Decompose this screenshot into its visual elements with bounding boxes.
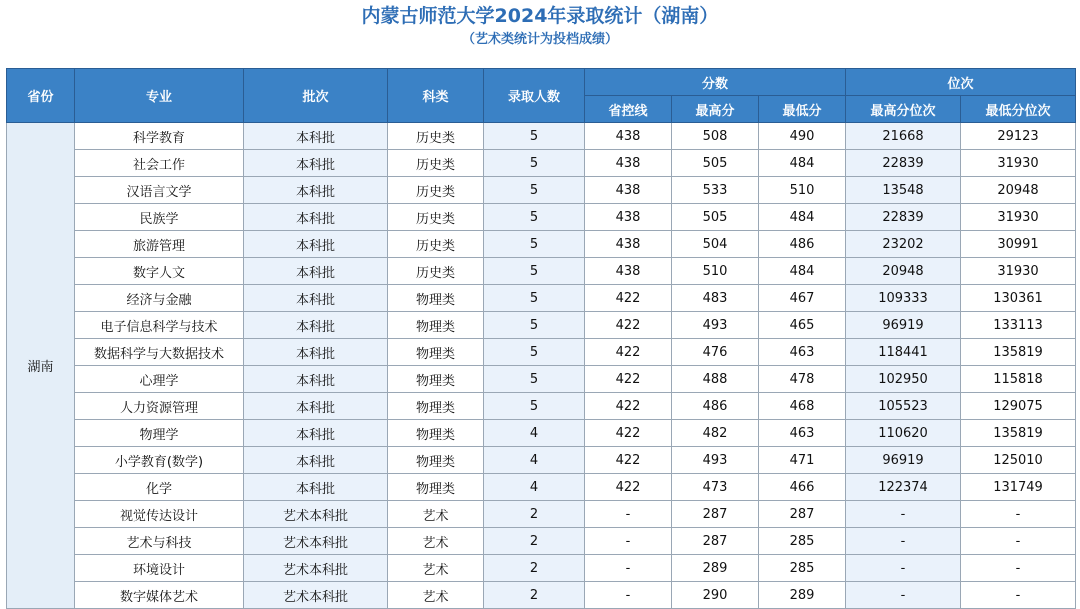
max-score-cell: 486 <box>672 393 759 420</box>
major-cell: 数据科学与大数据技术 <box>75 339 244 366</box>
table-row <box>7 312 1076 339</box>
major-cell: 物理学 <box>75 420 244 447</box>
table-row <box>7 393 1076 420</box>
control-line-cell: 438 <box>585 150 672 177</box>
major-cell: 经济与金融 <box>75 285 244 312</box>
max-score-cell: 287 <box>672 501 759 528</box>
min-rank-cell: 129075 <box>961 393 1076 420</box>
min-score-cell: 471 <box>759 447 846 474</box>
control-line-cell: 438 <box>585 231 672 258</box>
min-rank-cell: 30991 <box>961 231 1076 258</box>
control-line-cell: 422 <box>585 474 672 501</box>
header-rank-group: 位次 <box>846 69 1076 96</box>
control-line-cell: - <box>585 501 672 528</box>
max-rank-cell: 96919 <box>846 312 961 339</box>
max-score-cell: 493 <box>672 312 759 339</box>
header-min-rank: 最低分位次 <box>961 96 1076 123</box>
max-score-cell: 476 <box>672 339 759 366</box>
max-rank-cell: 109333 <box>846 285 961 312</box>
min-rank-cell: 131749 <box>961 474 1076 501</box>
control-line-cell: 422 <box>585 393 672 420</box>
category-cell: 艺术 <box>388 582 484 609</box>
control-line-cell: 422 <box>585 339 672 366</box>
table-row <box>7 231 1076 258</box>
table-row <box>7 150 1076 177</box>
category-cell: 艺术 <box>388 555 484 582</box>
header-max-rank: 最高分位次 <box>846 96 961 123</box>
table-row <box>7 258 1076 285</box>
admitted-cell: 2 <box>484 555 585 582</box>
control-line-cell: 438 <box>585 204 672 231</box>
min-rank-cell: 29123 <box>961 123 1076 150</box>
min-rank-cell: - <box>961 582 1076 609</box>
min-score-cell: 486 <box>759 231 846 258</box>
min-rank-cell: 133113 <box>961 312 1076 339</box>
min-score-cell: 465 <box>759 312 846 339</box>
max-rank-cell: 110620 <box>846 420 961 447</box>
category-cell: 历史类 <box>388 123 484 150</box>
min-rank-cell: 31930 <box>961 204 1076 231</box>
min-rank-cell: 135819 <box>961 420 1076 447</box>
max-rank-cell: - <box>846 501 961 528</box>
batch-cell: 艺术本科批 <box>244 501 388 528</box>
max-score-cell: 473 <box>672 474 759 501</box>
control-line-cell: 438 <box>585 177 672 204</box>
major-cell: 数字媒体艺术 <box>75 582 244 609</box>
table-row <box>7 204 1076 231</box>
table-row <box>7 528 1076 555</box>
min-score-cell: 478 <box>759 366 846 393</box>
min-rank-cell: 31930 <box>961 150 1076 177</box>
major-cell: 数字人文 <box>75 258 244 285</box>
batch-cell: 本科批 <box>244 204 388 231</box>
table-row <box>7 285 1076 312</box>
min-rank-cell: 125010 <box>961 447 1076 474</box>
control-line-cell: - <box>585 555 672 582</box>
min-rank-cell: - <box>961 555 1076 582</box>
max-rank-cell: 22839 <box>846 204 961 231</box>
batch-cell: 本科批 <box>244 474 388 501</box>
max-score-cell: 505 <box>672 204 759 231</box>
category-cell: 物理类 <box>388 312 484 339</box>
major-cell: 艺术与科技 <box>75 528 244 555</box>
table-row <box>7 366 1076 393</box>
min-rank-cell: - <box>961 528 1076 555</box>
min-score-cell: 490 <box>759 123 846 150</box>
category-cell: 艺术 <box>388 501 484 528</box>
batch-cell: 本科批 <box>244 366 388 393</box>
control-line-cell: - <box>585 582 672 609</box>
category-cell: 艺术 <box>388 528 484 555</box>
batch-cell: 本科批 <box>244 258 388 285</box>
table-row <box>7 177 1076 204</box>
min-score-cell: 510 <box>759 177 846 204</box>
header-batch: 批次 <box>244 69 388 123</box>
category-cell: 历史类 <box>388 177 484 204</box>
batch-cell: 本科批 <box>244 420 388 447</box>
max-score-cell: 287 <box>672 528 759 555</box>
max-rank-cell: 21668 <box>846 123 961 150</box>
max-rank-cell: 22839 <box>846 150 961 177</box>
category-cell: 物理类 <box>388 447 484 474</box>
admitted-cell: 5 <box>484 339 585 366</box>
max-score-cell: 508 <box>672 123 759 150</box>
admitted-cell: 5 <box>484 150 585 177</box>
admitted-cell: 5 <box>484 312 585 339</box>
max-rank-cell: - <box>846 528 961 555</box>
min-score-cell: 287 <box>759 501 846 528</box>
table-row <box>7 474 1076 501</box>
admitted-cell: 5 <box>484 204 585 231</box>
major-cell: 社会工作 <box>75 150 244 177</box>
control-line-cell: 422 <box>585 312 672 339</box>
min-score-cell: 289 <box>759 582 846 609</box>
max-score-cell: 289 <box>672 555 759 582</box>
min-score-cell: 285 <box>759 528 846 555</box>
major-cell: 电子信息科学与技术 <box>75 312 244 339</box>
min-score-cell: 467 <box>759 285 846 312</box>
min-rank-cell: 130361 <box>961 285 1076 312</box>
control-line-cell: 438 <box>585 123 672 150</box>
admitted-cell: 5 <box>484 393 585 420</box>
max-score-cell: 504 <box>672 231 759 258</box>
control-line-cell: 438 <box>585 258 672 285</box>
min-rank-cell: 31930 <box>961 258 1076 285</box>
table-row <box>7 420 1076 447</box>
max-score-cell: 488 <box>672 366 759 393</box>
min-rank-cell: 20948 <box>961 177 1076 204</box>
major-cell: 化学 <box>75 474 244 501</box>
control-line-cell: - <box>585 528 672 555</box>
admitted-cell: 2 <box>484 501 585 528</box>
min-rank-cell: 115818 <box>961 366 1076 393</box>
header-score-group: 分数 <box>585 69 846 96</box>
admitted-cell: 4 <box>484 474 585 501</box>
max-score-cell: 505 <box>672 150 759 177</box>
admitted-cell: 2 <box>484 528 585 555</box>
min-rank-cell: 135819 <box>961 339 1076 366</box>
category-cell: 物理类 <box>388 393 484 420</box>
max-score-cell: 482 <box>672 420 759 447</box>
admitted-cell: 5 <box>484 366 585 393</box>
min-score-cell: 484 <box>759 258 846 285</box>
batch-cell: 本科批 <box>244 150 388 177</box>
category-cell: 历史类 <box>388 150 484 177</box>
category-cell: 历史类 <box>388 231 484 258</box>
min-score-cell: 484 <box>759 150 846 177</box>
min-score-cell: 484 <box>759 204 846 231</box>
major-cell: 人力资源管理 <box>75 393 244 420</box>
table-row <box>7 501 1076 528</box>
batch-cell: 艺术本科批 <box>244 528 388 555</box>
category-cell: 物理类 <box>388 339 484 366</box>
max-rank-cell: 96919 <box>846 447 961 474</box>
batch-cell: 本科批 <box>244 312 388 339</box>
max-rank-cell: 105523 <box>846 393 961 420</box>
max-rank-cell: 118441 <box>846 339 961 366</box>
admitted-cell: 4 <box>484 420 585 447</box>
major-cell: 环境设计 <box>75 555 244 582</box>
category-cell: 物理类 <box>388 420 484 447</box>
batch-cell: 本科批 <box>244 285 388 312</box>
batch-cell: 本科批 <box>244 339 388 366</box>
max-rank-cell: - <box>846 555 961 582</box>
header-province: 省份 <box>7 69 75 123</box>
category-cell: 物理类 <box>388 366 484 393</box>
control-line-cell: 422 <box>585 447 672 474</box>
min-score-cell: 285 <box>759 555 846 582</box>
category-cell: 历史类 <box>388 204 484 231</box>
max-rank-cell: 20948 <box>846 258 961 285</box>
batch-cell: 艺术本科批 <box>244 555 388 582</box>
admitted-cell: 5 <box>484 177 585 204</box>
province-cell: 湖南 <box>7 123 75 609</box>
max-rank-cell: 23202 <box>846 231 961 258</box>
header-major: 专业 <box>75 69 244 123</box>
admitted-cell: 2 <box>484 582 585 609</box>
admitted-cell: 5 <box>484 231 585 258</box>
admitted-cell: 4 <box>484 447 585 474</box>
batch-cell: 本科批 <box>244 123 388 150</box>
max-rank-cell: 13548 <box>846 177 961 204</box>
major-cell: 小学教育(数学) <box>75 447 244 474</box>
max-score-cell: 510 <box>672 258 759 285</box>
batch-cell: 艺术本科批 <box>244 582 388 609</box>
max-rank-cell: - <box>846 582 961 609</box>
max-score-cell: 483 <box>672 285 759 312</box>
batch-cell: 本科批 <box>244 393 388 420</box>
header-admitted: 录取人数 <box>484 69 585 123</box>
table-body <box>7 123 1076 609</box>
major-cell: 民族学 <box>75 204 244 231</box>
major-cell: 科学教育 <box>75 123 244 150</box>
category-cell: 物理类 <box>388 474 484 501</box>
min-score-cell: 463 <box>759 420 846 447</box>
major-cell: 心理学 <box>75 366 244 393</box>
header-category: 科类 <box>388 69 484 123</box>
max-score-cell: 533 <box>672 177 759 204</box>
min-score-cell: 466 <box>759 474 846 501</box>
table-row <box>7 447 1076 474</box>
table-row <box>7 582 1076 609</box>
batch-cell: 本科批 <box>244 231 388 258</box>
major-cell: 汉语言文学 <box>75 177 244 204</box>
major-cell: 视觉传达设计 <box>75 501 244 528</box>
page-title: 内蒙古师范大学2024年录取统计（湖南） <box>361 5 719 27</box>
header-max-score: 最高分 <box>672 96 759 123</box>
category-cell: 历史类 <box>388 258 484 285</box>
table-row <box>7 555 1076 582</box>
admitted-cell: 5 <box>484 123 585 150</box>
min-score-cell: 463 <box>759 339 846 366</box>
min-rank-cell: - <box>961 501 1076 528</box>
major-cell: 旅游管理 <box>75 231 244 258</box>
header-control-line: 省控线 <box>585 96 672 123</box>
batch-cell: 本科批 <box>244 177 388 204</box>
header-min-score: 最低分 <box>759 96 846 123</box>
control-line-cell: 422 <box>585 366 672 393</box>
min-score-cell: 468 <box>759 393 846 420</box>
table-row <box>7 123 1076 150</box>
table-row <box>7 339 1076 366</box>
control-line-cell: 422 <box>585 420 672 447</box>
admitted-cell: 5 <box>484 258 585 285</box>
category-cell: 物理类 <box>388 285 484 312</box>
control-line-cell: 422 <box>585 285 672 312</box>
batch-cell: 本科批 <box>244 447 388 474</box>
max-rank-cell: 122374 <box>846 474 961 501</box>
max-score-cell: 493 <box>672 447 759 474</box>
page-subtitle: （艺术类统计为投档成绩） <box>461 32 618 47</box>
admission-table <box>6 68 1076 609</box>
max-rank-cell: 102950 <box>846 366 961 393</box>
admitted-cell: 5 <box>484 285 585 312</box>
max-score-cell: 290 <box>672 582 759 609</box>
